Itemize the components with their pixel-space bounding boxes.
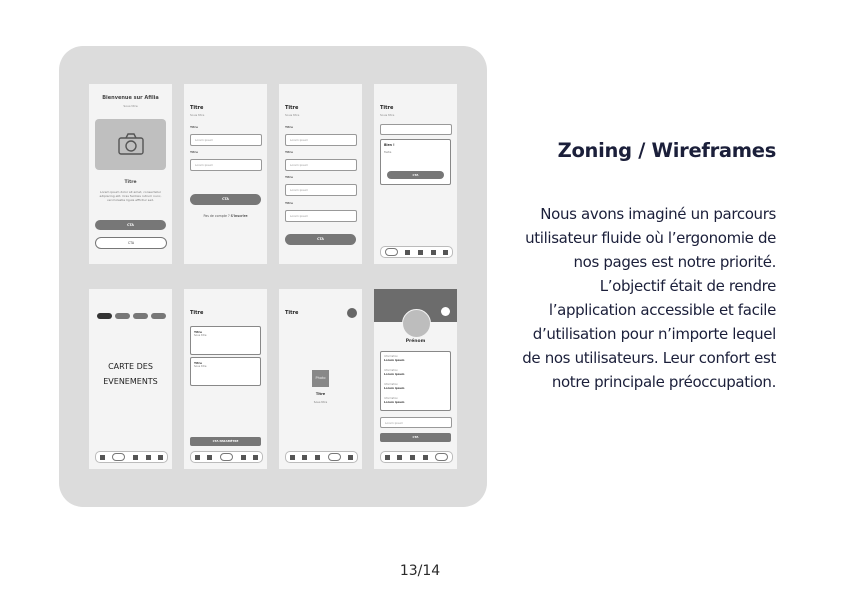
bottom-nav xyxy=(190,451,263,463)
s7-title: Titre xyxy=(285,310,299,316)
s4-title: Titre xyxy=(380,105,394,111)
info-value: Lorem ipsum xyxy=(384,372,405,376)
profile-field[interactable] xyxy=(380,417,452,428)
info-label: Information xyxy=(384,397,398,400)
pill[interactable] xyxy=(151,313,166,319)
s6-card-1-sub: Sous titre xyxy=(194,334,207,337)
avatar[interactable] xyxy=(347,308,357,318)
info-row xyxy=(384,369,404,376)
s3-field-1[interactable] xyxy=(285,134,357,146)
s4-card-sub: Texte xyxy=(384,150,392,154)
category-pills xyxy=(97,313,166,319)
wireframe-welcome xyxy=(89,84,172,264)
cta-button[interactable]: CTA xyxy=(95,220,166,230)
s3-label-2: Titre xyxy=(285,150,294,154)
nav-item[interactable] xyxy=(146,455,151,460)
info-label: Information xyxy=(384,355,398,358)
s6-card-2-title: Titre xyxy=(194,361,203,365)
slide-heading: Zoning / Wireframes xyxy=(557,139,776,162)
field-placeholder: Lorem ipsum xyxy=(195,138,214,142)
info-row xyxy=(384,383,404,390)
camera-icon xyxy=(118,133,144,155)
s1-img-title: Titre xyxy=(124,180,137,185)
wireframes-panel xyxy=(59,46,487,507)
s4-search-field[interactable] xyxy=(380,124,452,135)
info-value: Lorem ipsum xyxy=(384,386,405,390)
info-label: Information xyxy=(384,383,398,386)
info-row xyxy=(384,397,404,404)
s3-label-3: Titre xyxy=(285,175,294,179)
map-title-line-2: EVENEMENTS xyxy=(103,377,158,386)
field-placeholder: Lorem ipsum xyxy=(290,138,309,142)
s7-name: Titre xyxy=(315,392,326,396)
nav-item[interactable] xyxy=(397,455,402,460)
wireframe-profile xyxy=(374,289,457,469)
s3-label-1: Titre xyxy=(285,125,294,129)
nav-item-active[interactable] xyxy=(435,453,448,461)
nav-item[interactable] xyxy=(443,250,448,255)
cta-outline-button[interactable]: CTA xyxy=(95,237,167,249)
s2-field-2[interactable] xyxy=(190,159,262,171)
field-placeholder: Lorem ipsum xyxy=(195,163,214,167)
s1-title: Bienvenue sur Afilia xyxy=(102,95,159,101)
nav-item[interactable] xyxy=(410,455,415,460)
s6-card-2[interactable] xyxy=(190,357,261,386)
cta-button[interactable]: CTA xyxy=(387,171,444,179)
nav-item-active[interactable] xyxy=(385,248,398,256)
map-title-line-1: CARTE DES xyxy=(108,362,153,371)
s3-title: Titre xyxy=(285,105,299,111)
photo-placeholder: Photo xyxy=(312,370,329,387)
page-number: 13/14 xyxy=(399,563,441,579)
nav-item[interactable] xyxy=(253,455,258,460)
field-placeholder: Lorem ipsum xyxy=(290,163,309,167)
nav-item[interactable] xyxy=(405,250,410,255)
s6-card-2-sub: Sous titre xyxy=(194,365,207,368)
s6-card-1-title: Titre xyxy=(194,330,203,334)
s6-card-1[interactable] xyxy=(190,326,261,355)
nav-item[interactable] xyxy=(385,455,390,460)
nav-item[interactable] xyxy=(348,455,353,460)
info-row xyxy=(384,355,404,362)
wireframe-confirm xyxy=(374,84,457,264)
slide-paragraph: Nous avons imaginé un parcours utilisateur fluide où l’ergonomie de nos pages est notre priorité. L’objectif était de rendre l’application accessible et facile d’utilisation pour n’importe lequel de nos utilisateurs. Leur confort est notre principale préoccupation. xyxy=(522,205,776,391)
s3-field-3[interactable] xyxy=(285,184,357,196)
nav-item[interactable] xyxy=(431,250,436,255)
nav-item[interactable] xyxy=(100,455,105,460)
field-placeholder: Lorem ipsum xyxy=(385,421,404,425)
nav-item-active[interactable] xyxy=(328,453,341,461)
s3-field-2[interactable] xyxy=(285,159,357,171)
profile-avatar xyxy=(402,309,431,338)
wireframe-list xyxy=(184,289,267,469)
s2-title: Titre xyxy=(190,105,204,111)
cta-button[interactable]: CTA xyxy=(380,433,451,442)
nav-item[interactable] xyxy=(290,455,295,460)
wireframe-login xyxy=(184,84,267,264)
pill[interactable] xyxy=(97,313,112,319)
field-placeholder: Lorem ipsum xyxy=(290,188,309,192)
s1-subtitle: Sous titre xyxy=(123,104,138,108)
bottom-nav xyxy=(380,246,453,258)
wireframe-detail xyxy=(279,289,362,469)
bottom-nav xyxy=(95,451,168,463)
settings-icon[interactable] xyxy=(441,307,450,316)
nav-item[interactable] xyxy=(195,455,200,460)
s7-sub: Sous titre xyxy=(313,400,328,404)
signup-link[interactable]: S'inscrire xyxy=(230,214,248,218)
nav-item[interactable] xyxy=(302,455,307,460)
s3-label-4: Titre xyxy=(285,201,294,205)
image-placeholder xyxy=(95,119,166,170)
nav-item[interactable] xyxy=(315,455,320,460)
nav-item[interactable] xyxy=(158,455,163,460)
info-label: Information xyxy=(384,369,398,372)
s1-body: Lorem ipsum dolor sit amet, consectetur adipiscing elit. Cras facilisis rutrum nunc, vel molestie ligula efficitur sed. xyxy=(99,190,162,203)
s4-subtitle: Sous titre xyxy=(380,113,395,117)
signup-prompt: Pas de compte ? xyxy=(203,214,230,218)
info-value: Lorem ipsum xyxy=(384,358,405,362)
nav-item[interactable] xyxy=(423,455,428,460)
map-title xyxy=(89,359,172,389)
s2-subtitle: Sous titre xyxy=(190,113,205,117)
nav-item[interactable] xyxy=(207,455,212,460)
s4-card-title: Bien ! xyxy=(384,143,395,147)
s2-label-2: Titre xyxy=(190,150,199,154)
profile-info-card xyxy=(380,351,451,411)
nav-item-active[interactable] xyxy=(220,453,233,461)
pill[interactable] xyxy=(115,313,130,319)
field-placeholder: Lorem ipsum xyxy=(290,214,309,218)
profile-name: Prénom xyxy=(405,339,426,344)
nav-item[interactable] xyxy=(241,455,246,460)
nav-item-active[interactable] xyxy=(112,453,125,461)
s2-label-1: Titre xyxy=(190,125,199,129)
cta-button[interactable]: CTA xyxy=(285,234,356,245)
wireframe-register xyxy=(279,84,362,264)
bottom-nav xyxy=(285,451,358,463)
cta-button[interactable]: CTA xyxy=(190,194,261,205)
s3-field-4[interactable] xyxy=(285,210,357,222)
s2-field-1[interactable] xyxy=(190,134,262,146)
cta-parametre-button[interactable]: CTA PARAMÈTRE xyxy=(190,437,261,446)
info-value: Lorem ipsum xyxy=(384,400,405,404)
bottom-nav xyxy=(380,451,453,463)
s6-title: Titre xyxy=(190,310,204,316)
signup-link-row xyxy=(184,214,267,218)
s3-subtitle: Sous titre xyxy=(285,113,300,117)
wireframe-events-map xyxy=(89,289,172,469)
nav-item[interactable] xyxy=(133,455,138,460)
nav-item[interactable] xyxy=(418,250,423,255)
pill[interactable] xyxy=(133,313,148,319)
s4-card xyxy=(380,139,451,185)
